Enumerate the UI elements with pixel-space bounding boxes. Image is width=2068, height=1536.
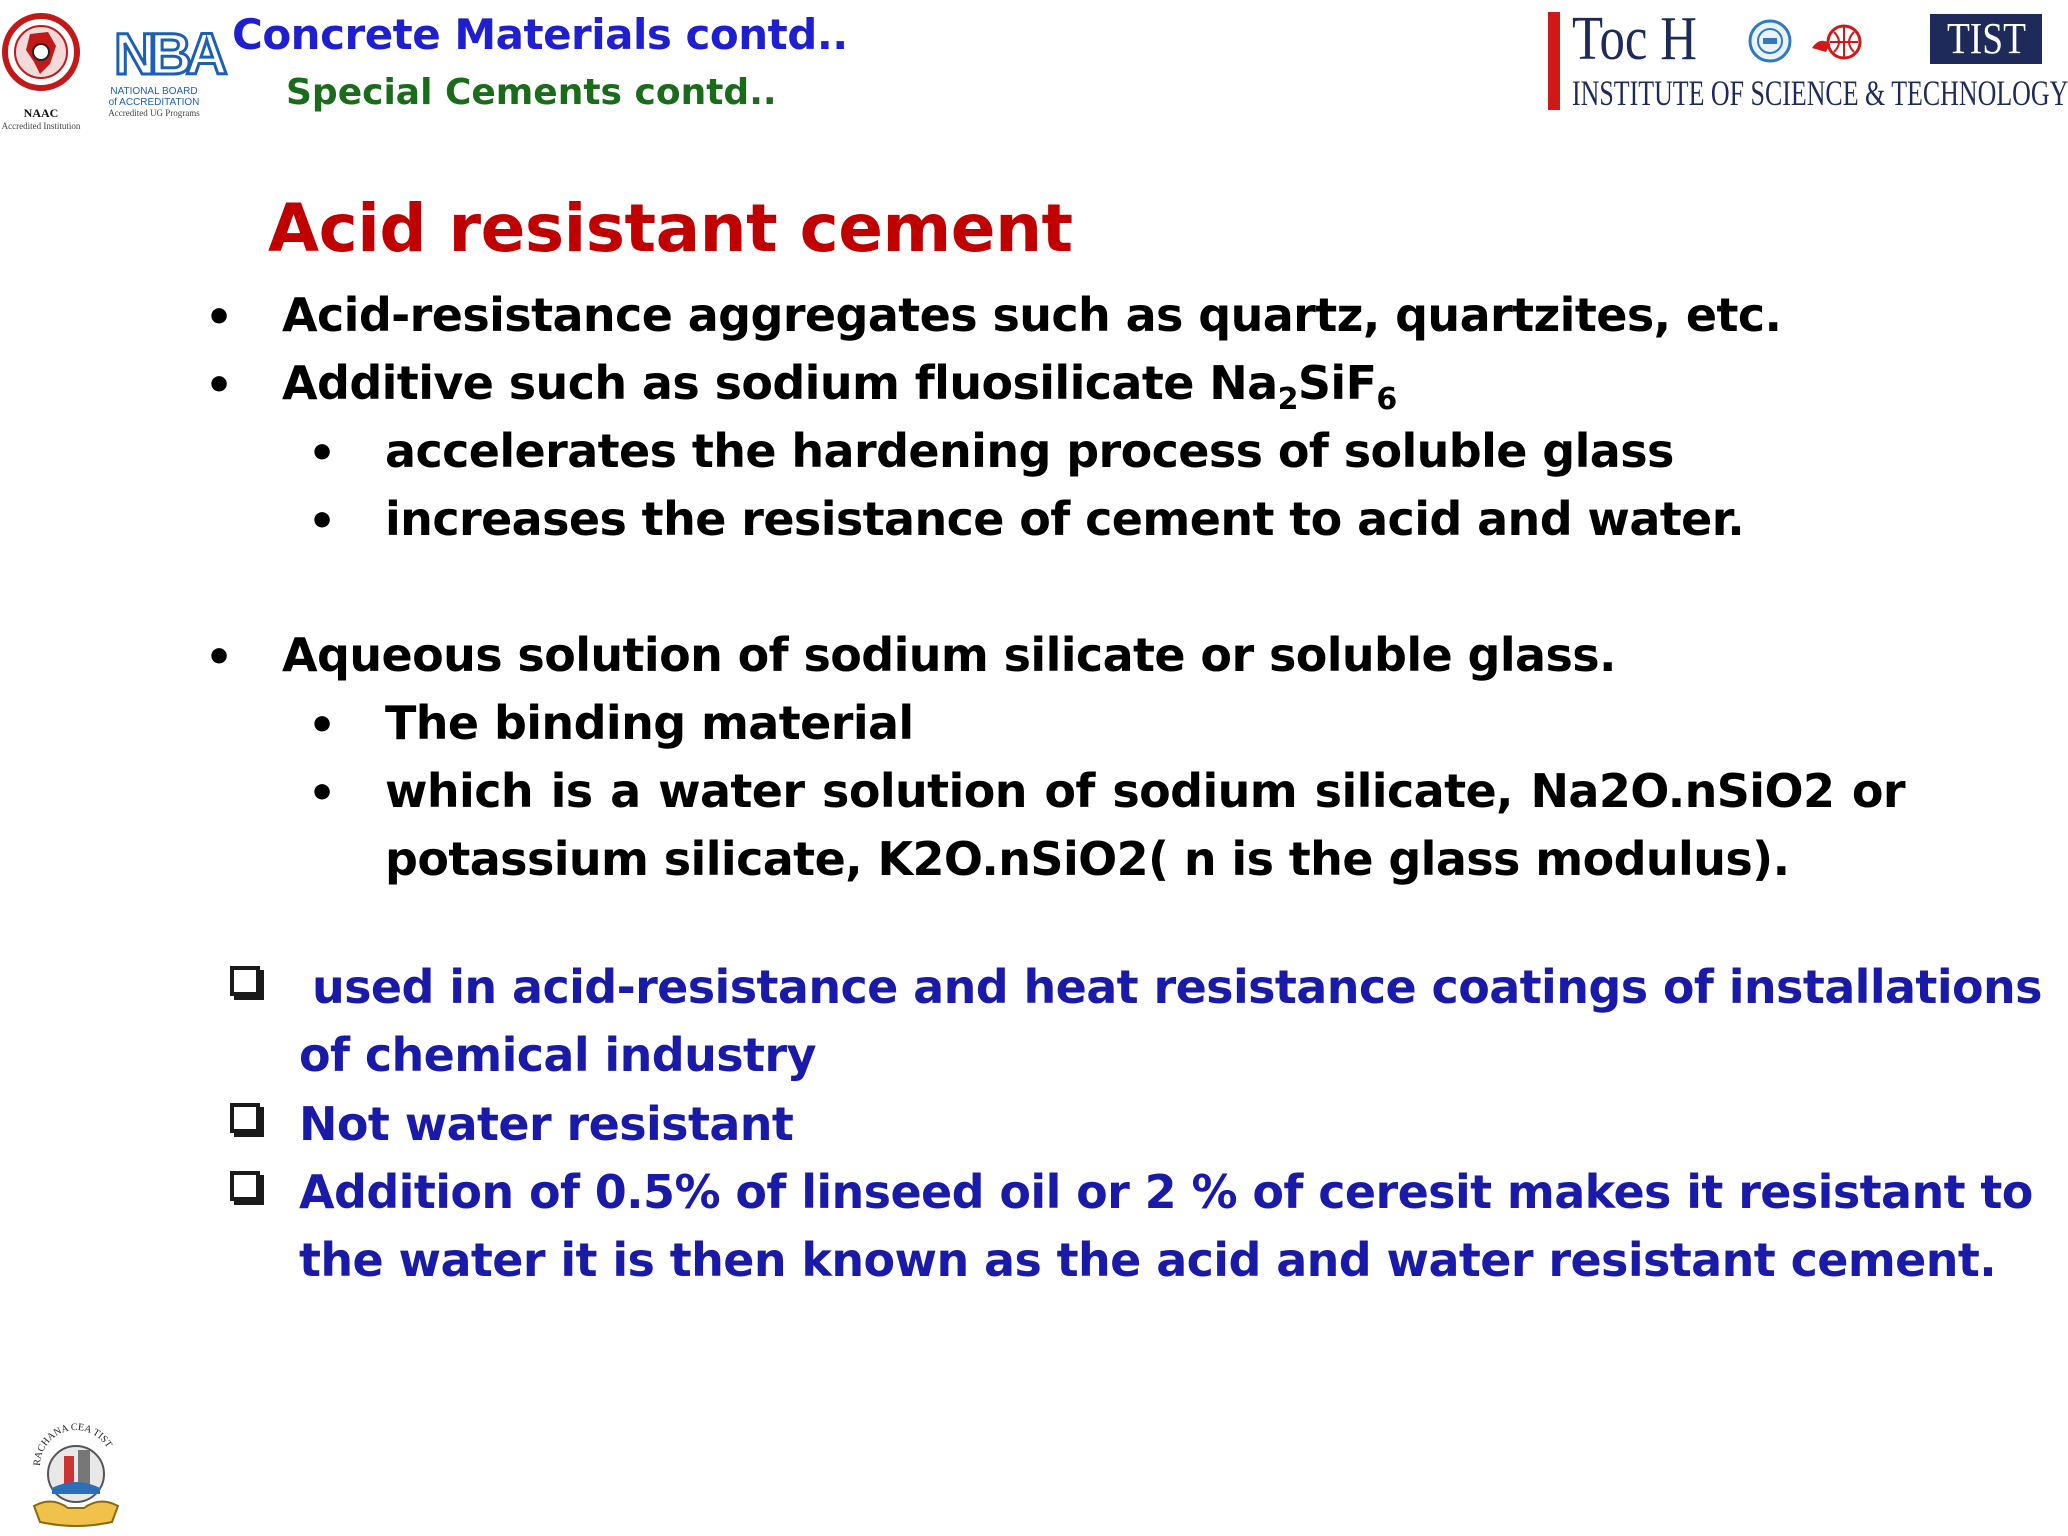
nba-line2: of ACCREDITATION (108, 97, 200, 108)
sub-bullet-accelerates: accelerates the hardening process of soluble glass (385, 424, 1674, 478)
bullet-additive: Additive such as sodium fluosilicate $Na_2SiF_6$ (282, 356, 1397, 417)
bullet-dot: • (205, 360, 234, 411)
toch-logo (1542, 5, 2068, 113)
slide-title: Acid resistant cement (268, 190, 1073, 267)
toch-red-bar (1548, 12, 1560, 110)
rachana-logo-text: RACHANA CEA TIST (31, 1421, 115, 1467)
sub-bullet-increases: increases the resistance of cement to acid and water. (385, 492, 1745, 546)
bullet-dot: • (205, 292, 234, 343)
header-subtitle: Special Cements contd.. (286, 72, 777, 113)
globe-emblem-icon (1747, 18, 1793, 64)
nba-line1: NATIONAL BOARD (110, 86, 198, 97)
check-item-usage-line1: used in acid-resistance and heat resistance coatings of installations (312, 960, 2042, 1014)
checkbox-icon (230, 966, 260, 996)
sub-bullet-water-solution: which is a water solution of sodium silicate, Na2O.nSiO2 or (385, 764, 1905, 818)
nba-caption: Accredited UG Programs (108, 108, 200, 118)
nba-logo (106, 22, 222, 122)
bullet-dot: • (205, 632, 234, 683)
naac-caption: Accredited Institution (1, 121, 81, 131)
checkbox-icon (230, 1171, 260, 1201)
header-title: Concrete Materials contd.. (232, 10, 848, 59)
check-item-addition-line1: Addition of 0.5% of linseed oil or 2 % of ceresit makes it resistant to (299, 1165, 2033, 1219)
naac-logo (0, 12, 82, 131)
sub-bullet-potassium: potassium silicate, K2O.nSiO2( n is the glass modulus). (385, 832, 1790, 886)
lamp-emblem-icon (1810, 22, 1868, 62)
check-item-addition-line2: the water it is then known as the acid and water resistant cement. (299, 1233, 1997, 1287)
toch-full-name: INSTITUTE OF SCIENCE & TECHNOLOGY (1572, 73, 2068, 113)
check-item-not-water-resistant: Not water resistant (299, 1097, 794, 1151)
bullet-dot: • (308, 768, 337, 819)
checkbox-icon (230, 1103, 260, 1133)
check-item-usage-line2: of chemical industry (299, 1028, 816, 1082)
bullet-dot: • (308, 428, 337, 479)
nba-mark: NBA (114, 22, 222, 87)
bullet-dot: • (308, 700, 337, 751)
tist-badge: TIST (1930, 14, 2042, 64)
toch-name: Toc H (1572, 5, 1697, 73)
sub-bullet-binding: The binding material (385, 696, 914, 750)
bullet-aggregates: Acid-resistance aggregates such as quartz, quartzites, etc. (282, 288, 1782, 342)
rachana-cea-logo (28, 1418, 124, 1530)
bullet-aqueous: Aqueous solution of sodium silicate or soluble glass. (282, 628, 1616, 682)
naac-label: NAAC (23, 106, 59, 120)
bullet-dot: • (308, 496, 337, 547)
